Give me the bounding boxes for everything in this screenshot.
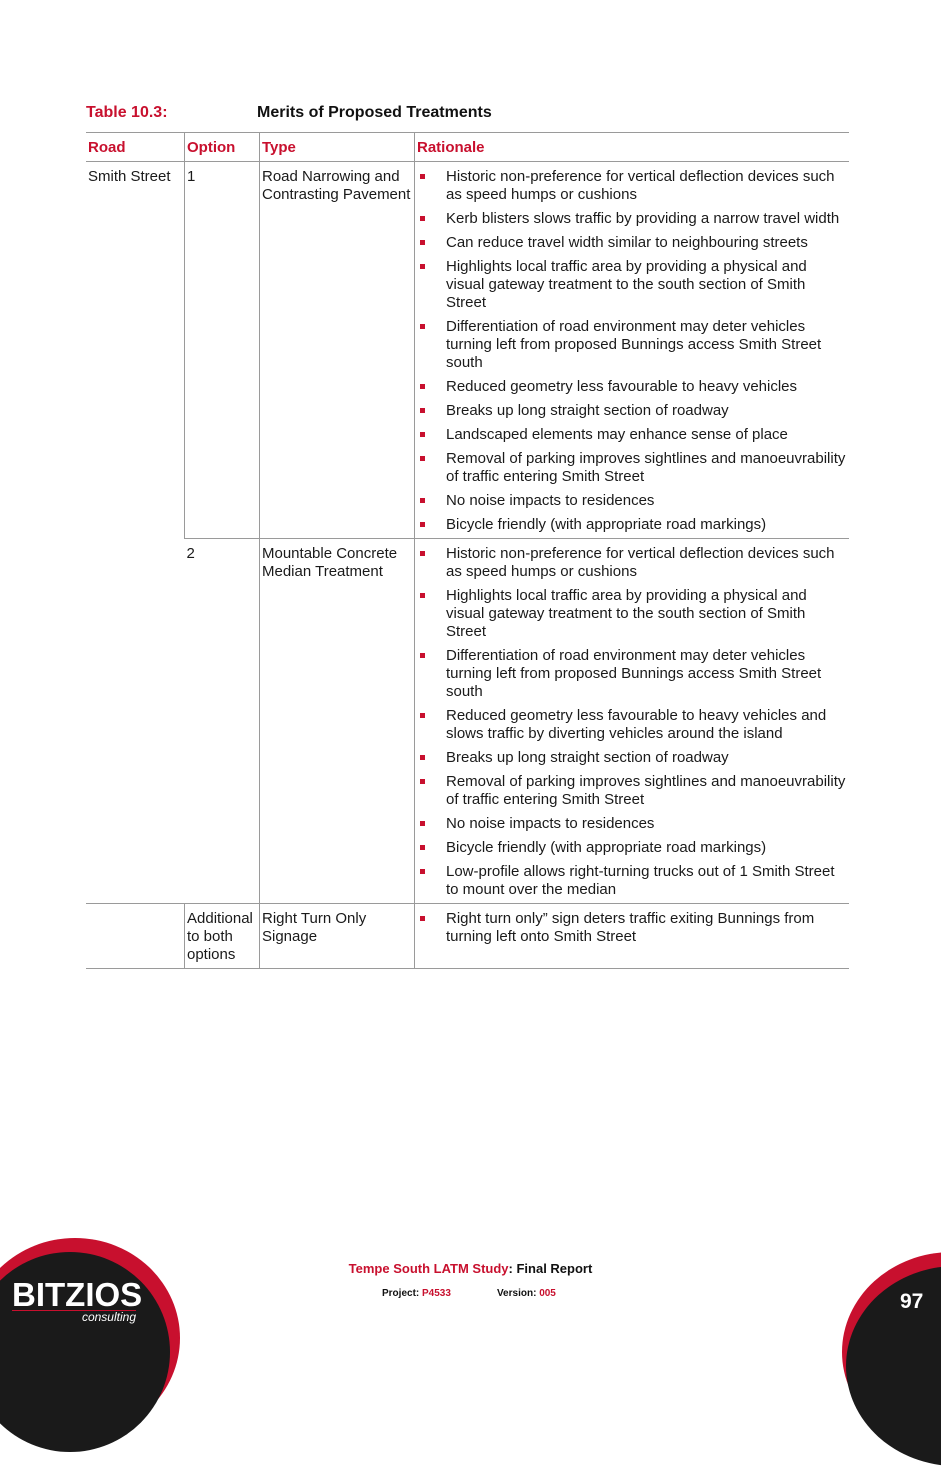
table-row bbox=[86, 162, 849, 539]
list-item: Kerb blisters slows traffic by providing a narrow travel width bbox=[417, 210, 847, 228]
project-value: P4533 bbox=[422, 1288, 451, 1299]
version-label: Version: bbox=[496, 1288, 537, 1299]
list-item: Breaks up long straight section of roadway bbox=[417, 402, 847, 420]
list-item: Landscaped elements may enhance sense of place bbox=[417, 426, 847, 444]
list-item: No noise impacts to residences bbox=[417, 492, 847, 510]
list-item: Removal of parking improves sightlines and manoeuvrability of traffic entering Smith Street bbox=[417, 773, 847, 809]
list-item: Highlights local traffic area by providing a physical and visual gateway treatment to the south section of Smith Street bbox=[417, 258, 847, 312]
report-type: Final Report bbox=[516, 1261, 593, 1276]
table-row bbox=[86, 539, 849, 904]
logo-name: BITZIOS bbox=[12, 1276, 143, 1313]
list-item: Removal of parking improves sightlines and manoeuvrability of traffic entering Smith Street bbox=[417, 450, 847, 486]
study-name: Tempe South LATM Study bbox=[348, 1261, 509, 1276]
list-item: Can reduce travel width similar to neighbouring streets bbox=[417, 234, 847, 252]
list-item: Bicycle friendly (with appropriate road markings) bbox=[417, 839, 847, 857]
road-cell-empty bbox=[86, 904, 185, 969]
logo-subtitle: consulting bbox=[12, 1310, 136, 1324]
header-rationale: Rationale bbox=[415, 133, 850, 162]
list-item: Differentiation of road environment may deter vehicles turning left from proposed Bunnings access Smith Street south bbox=[417, 318, 847, 372]
list-item: No noise impacts to residences bbox=[417, 815, 847, 833]
table-header-row bbox=[86, 133, 849, 162]
list-item: Historic non-preference for vertical deflection devices such as speed humps or cushions bbox=[417, 545, 847, 581]
type-cell: Right Turn Only Signage bbox=[260, 904, 415, 969]
list-item: Low-profile allows right-turning trucks out of 1 Smith Street to mount over the median bbox=[417, 863, 847, 899]
type-cell: Mountable Concrete Median Treatment bbox=[260, 539, 415, 904]
option-cell: 1 bbox=[185, 162, 260, 539]
list-item: Historic non-preference for vertical deflection devices such as speed humps or cushions bbox=[417, 168, 847, 204]
table-row bbox=[86, 904, 849, 969]
option-cell: 2 bbox=[185, 539, 260, 904]
page-number: 97 bbox=[900, 1290, 924, 1313]
table-number: Table 10.3: bbox=[86, 104, 168, 121]
list-item: Reduced geometry less favourable to heavy vehicles and slows traffic by diverting vehicles around the island bbox=[417, 707, 847, 743]
header-option: Option bbox=[185, 133, 260, 162]
version-value: 005 bbox=[539, 1288, 556, 1299]
list-item: Reduced geometry less favourable to heavy vehicles bbox=[417, 378, 847, 396]
type-cell: Road Narrowing and Contrasting Pavement bbox=[260, 162, 415, 539]
footer-study: Tempe South LATM Study: Final Report bbox=[348, 1261, 593, 1276]
bitzios-logo bbox=[12, 1276, 143, 1324]
merits-table bbox=[86, 132, 849, 969]
rationale-list bbox=[417, 910, 847, 946]
header-type: Type bbox=[260, 133, 415, 162]
rationale-list bbox=[417, 168, 847, 534]
rationale-cell bbox=[415, 162, 850, 539]
list-item: Highlights local traffic area by providing a physical and visual gateway treatment to the south section of Smith Street bbox=[417, 587, 847, 641]
list-item: Bicycle friendly (with appropriate road markings) bbox=[417, 516, 847, 534]
table-caption bbox=[86, 104, 492, 122]
option-cell: Additional to both options bbox=[185, 904, 260, 969]
table-title: Merits of Proposed Treatments bbox=[257, 104, 492, 121]
footer-project bbox=[382, 1288, 556, 1299]
list-item: Differentiation of road environment may deter vehicles turning left from proposed Bunnings access Smith Street south bbox=[417, 647, 847, 701]
project-label: Project: bbox=[382, 1288, 420, 1299]
rationale-cell bbox=[415, 904, 850, 969]
header-road: Road bbox=[86, 133, 185, 162]
rationale-cell bbox=[415, 539, 850, 904]
list-item: Breaks up long straight section of roadway bbox=[417, 749, 847, 767]
list-item: Right turn only” sign deters traffic exiting Bunnings from turning left onto Smith Street bbox=[417, 910, 847, 946]
rationale-list bbox=[417, 545, 847, 899]
road-cell: Smith Street bbox=[86, 162, 185, 904]
